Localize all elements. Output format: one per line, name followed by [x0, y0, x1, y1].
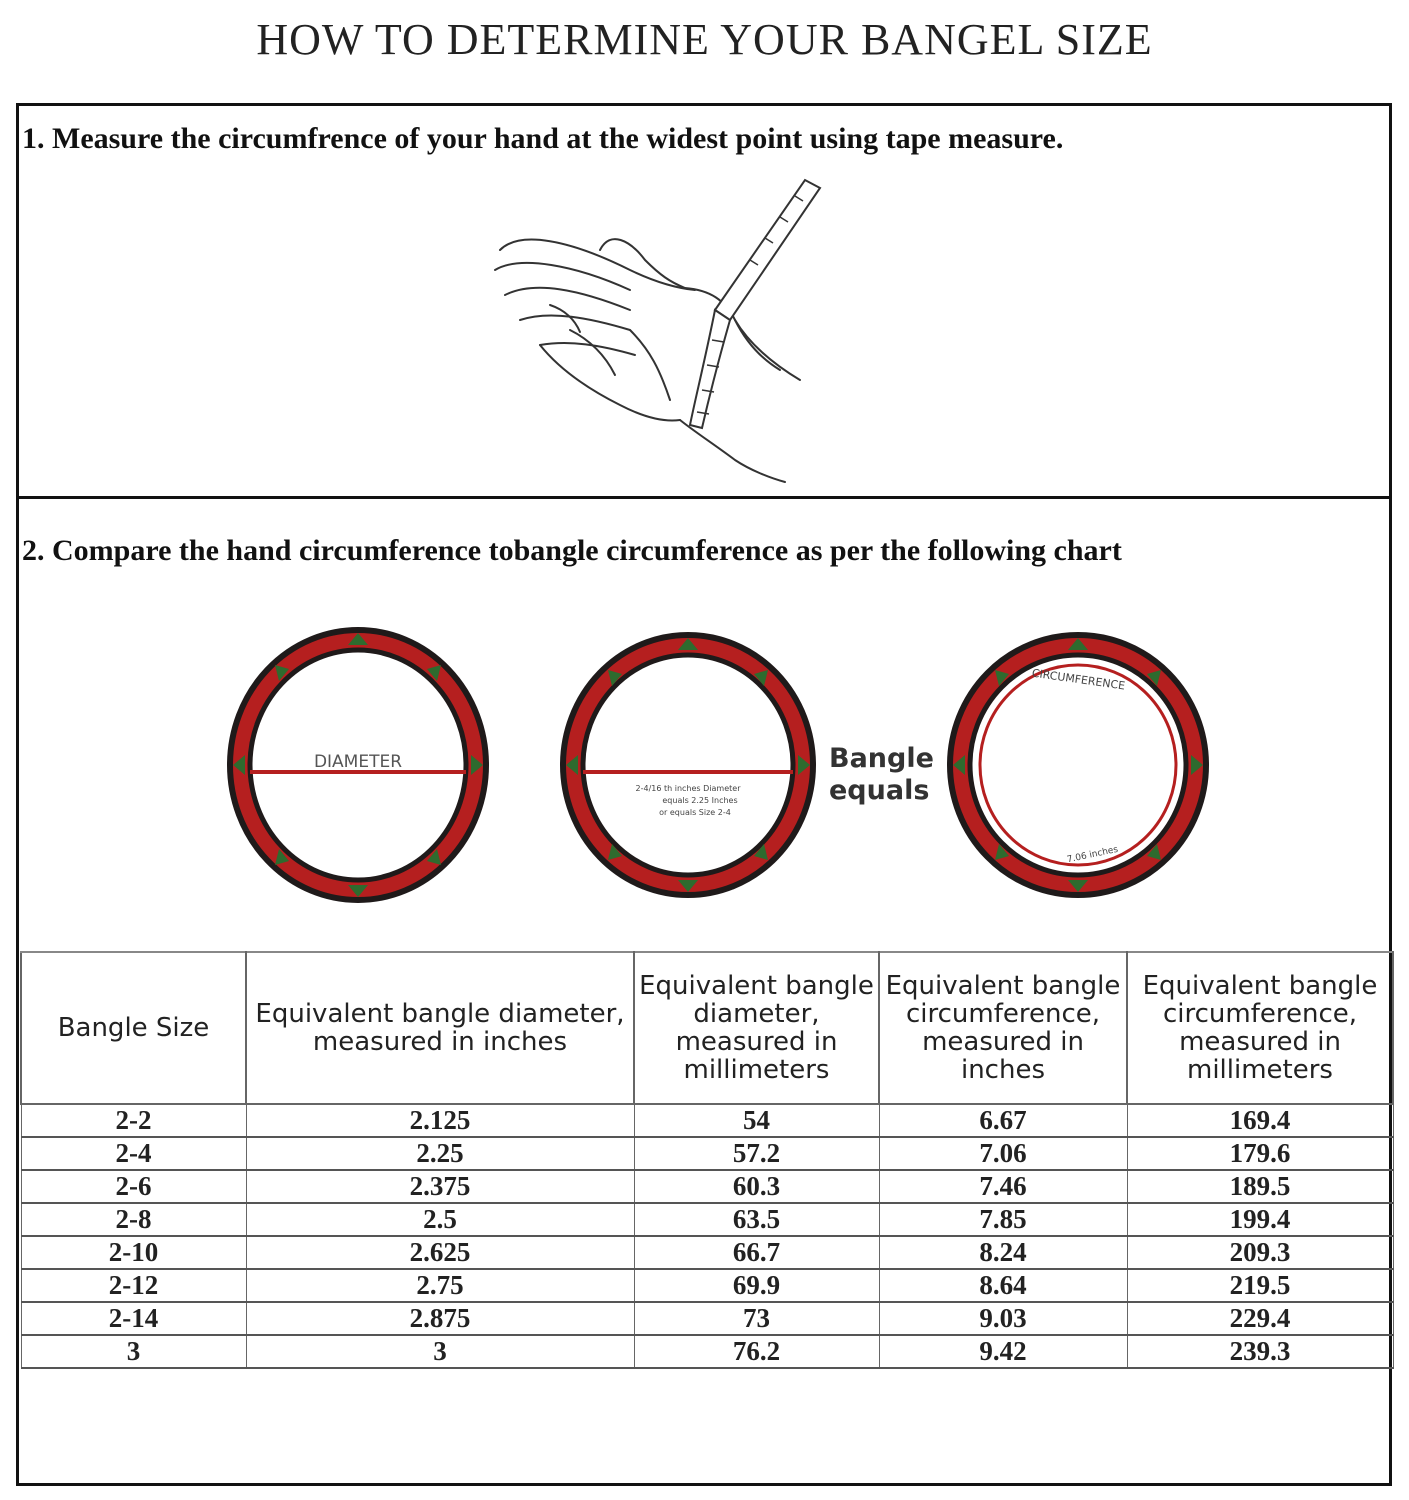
- table-row: [21, 1302, 1393, 1335]
- cell-diameter-mm: 57.2: [634, 1137, 879, 1170]
- header-circumference-inches: Equivalent bangle circumference, measured in inches: [879, 952, 1127, 1104]
- cell-circumference-in: 8.64: [879, 1269, 1127, 1302]
- circumference-label: CIRCUMFERENCE: [1031, 666, 1126, 693]
- cell-circumference-mm: 189.5: [1127, 1170, 1393, 1203]
- cell-diameter-mm: 73: [634, 1302, 879, 1335]
- header-circumference-mm: Equivalent bangle circumference, measured in millimeters: [1127, 952, 1393, 1104]
- cell-diameter-mm: 69.9: [634, 1269, 879, 1302]
- cell-circumference-mm: 219.5: [1127, 1269, 1393, 1302]
- cell-diameter-in: 2.375: [246, 1170, 634, 1203]
- cell-diameter-mm: 60.3: [634, 1170, 879, 1203]
- cell-circumference-in: 7.85: [879, 1203, 1127, 1236]
- table-header-row: [21, 952, 1393, 1104]
- cell-circumference-mm: 229.4: [1127, 1302, 1393, 1335]
- cell-circumference-in: 7.46: [879, 1170, 1127, 1203]
- cell-size: 3: [21, 1335, 246, 1368]
- step-2-text: 2. Compare the hand circumference tobangle circumference as per the following chart: [22, 534, 1122, 567]
- table-row: [21, 1203, 1393, 1236]
- cell-size: 2-12: [21, 1269, 246, 1302]
- diameter-label: DIAMETER: [313, 752, 403, 772]
- cell-circumference-in: 8.24: [879, 1236, 1127, 1269]
- cell-circumference-mm: 169.4: [1127, 1104, 1393, 1137]
- cell-size: 2-2: [21, 1104, 246, 1137]
- cell-diameter-mm: 66.7: [634, 1236, 879, 1269]
- bangle-diameter-diagram: [230, 630, 486, 900]
- table-row: [21, 1236, 1393, 1269]
- bangle-size-example-diagram: [563, 635, 813, 895]
- bangle-equals-line-2: equals: [829, 775, 930, 806]
- bangle-circumference-diagram: [950, 635, 1206, 895]
- cell-circumference-in: 7.06: [879, 1137, 1127, 1170]
- cell-diameter-in: 3: [246, 1335, 634, 1368]
- table-row: [21, 1137, 1393, 1170]
- cell-size: 2-4: [21, 1137, 246, 1170]
- cell-size: 2-8: [21, 1203, 246, 1236]
- bangle-equals-line-1: Bangle: [829, 743, 934, 774]
- cell-size: 2-10: [21, 1236, 246, 1269]
- hand-measuring-illustration: [480, 170, 840, 490]
- circumference-value: 7.06 inches: [1066, 844, 1120, 866]
- cell-diameter-mm: 54: [634, 1104, 879, 1137]
- cell-diameter-in: 2.875: [246, 1302, 634, 1335]
- cell-circumference-in: 9.03: [879, 1302, 1127, 1335]
- cell-circumference-mm: 179.6: [1127, 1137, 1393, 1170]
- cell-diameter-in: 2.5: [246, 1203, 634, 1236]
- step-1-text: 1. Measure the circumfrence of your hand at the widest point using tape measure.: [22, 122, 1064, 155]
- cell-circumference-mm: 239.3: [1127, 1335, 1393, 1368]
- cell-size: 2-14: [21, 1302, 246, 1335]
- cell-size: 2-6: [21, 1170, 246, 1203]
- section-divider: [16, 496, 1392, 499]
- table-row: [21, 1335, 1393, 1368]
- cell-circumference-in: 6.67: [879, 1104, 1127, 1137]
- bangle-size-table: [20, 951, 1394, 1369]
- cell-diameter-mm: 63.5: [634, 1203, 879, 1236]
- header-diameter-mm: Equivalent bangle diameter, measured in millimeters: [634, 952, 879, 1104]
- size-note-line-2: equals 2.25 Inches: [662, 796, 738, 805]
- size-note-line-3: or equals Size 2-4: [659, 808, 731, 817]
- cell-circumference-in: 9.42: [879, 1335, 1127, 1368]
- cell-diameter-in: 2.125: [246, 1104, 634, 1137]
- size-note-line-1: 2-4/16 th inches Diameter: [635, 784, 741, 793]
- table-row: [21, 1269, 1393, 1302]
- cell-diameter-in: 2.75: [246, 1269, 634, 1302]
- header-bangle-size: Bangle Size: [21, 952, 246, 1104]
- cell-diameter-in: 2.25: [246, 1137, 634, 1170]
- table-row: [21, 1104, 1393, 1137]
- cell-circumference-mm: 199.4: [1127, 1203, 1393, 1236]
- bangle-diagrams: [225, 625, 1225, 915]
- cell-circumference-mm: 209.3: [1127, 1236, 1393, 1269]
- cell-diameter-in: 2.625: [246, 1236, 634, 1269]
- table-row: [21, 1170, 1393, 1203]
- cell-diameter-mm: 76.2: [634, 1335, 879, 1368]
- header-diameter-inches: Equivalent bangle diameter, measured in inches: [246, 952, 634, 1104]
- page-title: HOW TO DETERMINE YOUR BANGEL SIZE: [256, 15, 1153, 64]
